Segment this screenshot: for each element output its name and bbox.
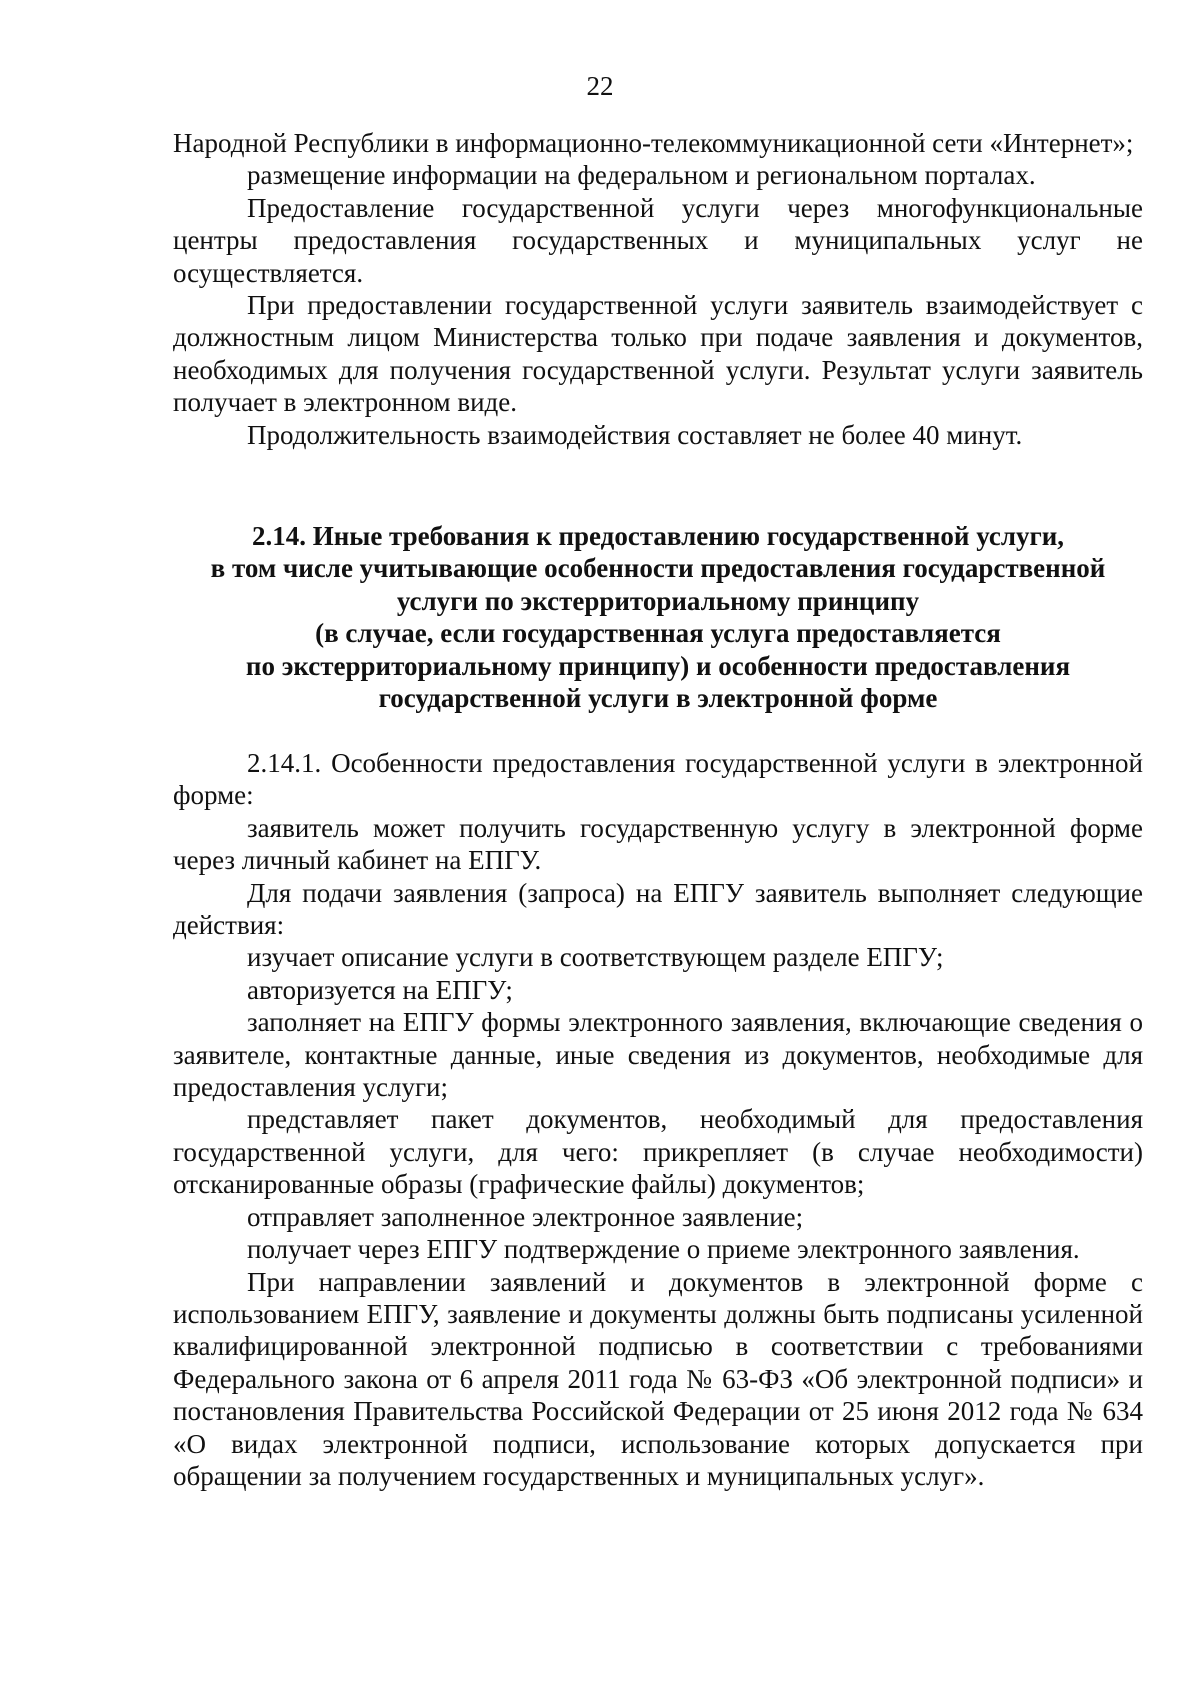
paragraph: представляет пакет документов, необходимый для предоставления государственной услуги, для чего: прикрепляет (в случае необходимости) отсканированные образы (графические файлы) документов; (173, 1104, 1143, 1200)
paragraph: Для подачи заявления (запроса) на ЕПГУ заявитель выполняет следующие действия: (173, 877, 1143, 941)
heading-line: по экстерриториальному принципу) и особенности предоставления (245, 650, 1071, 681)
intro-text (173, 127, 1143, 451)
paragraph: авторизуется на ЕПГУ; (247, 974, 513, 1005)
heading-line: в том числе учитывающие особенности предоставления государственной (210, 553, 1106, 584)
paragraph: Продолжительность взаимодействия составляет не более 40 минут. (247, 419, 1023, 450)
heading-line: государственной услуги в электронной форме (378, 683, 938, 714)
heading-line: (в случае, если государственная услуга предоставляется (315, 618, 1001, 649)
paragraph: При предоставлении государственной услуги заявитель взаимодействует с должностным лицом Министерства только при подаче заявления и документов, необходимых для получения государственной услуги. Результат услуги заявитель получает в электронном виде. (173, 290, 1143, 418)
paragraph: Предоставление государственной услуги через многофункциональные центры предоставления государственных и муниципальных услуг не осуществляется. (173, 192, 1143, 288)
paragraph: Народной Республики в информационно-телекоммуникационной сети «Интернет»; (173, 128, 1134, 158)
page-number: 22 (586, 71, 614, 101)
paragraph: заполняет на ЕПГУ формы электронного заявления, включающие сведения о заявителе, контактные данные, иные сведения из документов, необходимые для предоставления услуги; (173, 1007, 1143, 1103)
section-heading (173, 520, 1143, 714)
paragraph: размещение информации на федеральном и региональном порталах. (247, 160, 1036, 191)
paragraph: отправляет заполненное электронное заявление; (247, 1201, 804, 1232)
paragraph: изучает описание услуги в соответствующем разделе ЕПГУ; (247, 942, 944, 973)
paragraph: При направлении заявлений и документов в электронной форме с использованием ЕПГУ, заявление и документы должны быть подписаны усиленной квалифицированной электронной подписью в соответствии с требованиями Федерального закона от 6 апреля 2011 года № 63-ФЗ «Об электронной подписи» и постановления Правительства Российской Федерации от 25 июня 2012 года № 634 «О видах электронной подписи, использование которых допускается при обращении за получением государственных и муниципальных услуг». (173, 1266, 1143, 1491)
paragraph: заявитель может получить государственную услугу в электронной форме через личный кабинет на ЕПГУ. (173, 812, 1143, 876)
heading-line: услуги по экстерриториальному принципу (396, 585, 920, 616)
body-text (173, 747, 1143, 1492)
paragraph: 2.14.1. Особенности предоставления государственной услуги в электронной форме: (173, 748, 1143, 811)
paragraph: получает через ЕПГУ подтверждение о приеме электронного заявления. (247, 1234, 1080, 1265)
heading-line: 2.14. Иные требования к предоставлению государственной услуги, (251, 521, 1065, 551)
